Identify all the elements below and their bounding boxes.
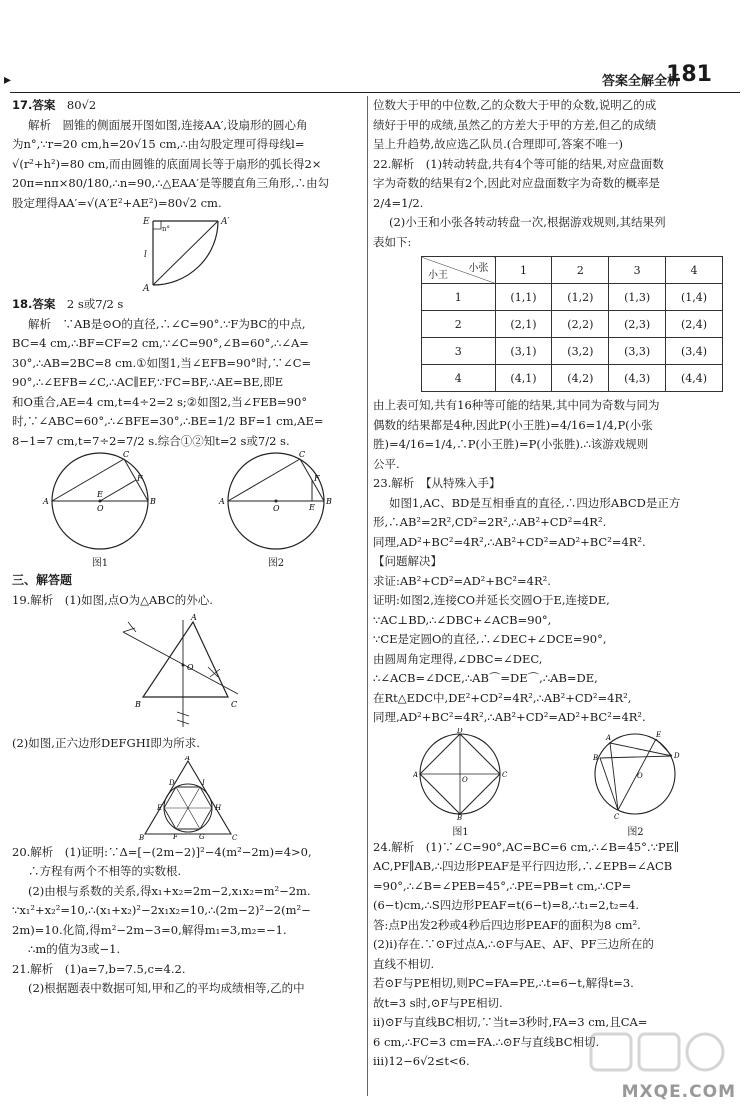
svg-text:A: A [219, 497, 225, 506]
table-head-top: 小张 [468, 263, 489, 274]
table-cell: (2,3) [609, 311, 666, 338]
right-column [373, 96, 723, 1072]
table-row [422, 365, 723, 392]
q23-text-4: 同理,AD²+BC²=4R²,∴AB²+CD²=AD²+BC²=4R². [373, 534, 646, 549]
svg-text:E: E [143, 217, 150, 227]
q21-cont-3: 呈上升趋势,故应选乙队员.(合理即可,答案不唯一) [373, 137, 623, 151]
q23-fig1-caption: 图1 [452, 826, 469, 838]
svg-text:F: F [173, 832, 178, 841]
q17-sector-figure [133, 215, 243, 293]
circle-figure-2 [211, 451, 341, 551]
table-head-left: 小王 [428, 270, 448, 281]
svg-text:G: G [199, 832, 205, 841]
q18-figure-2 [211, 451, 341, 569]
fig2-caption: 图2 [267, 558, 285, 569]
svg-text:O: O [637, 771, 643, 780]
svg-text:O: O [462, 775, 468, 784]
svg-text:C: C [614, 812, 620, 820]
svg-text:A: A [143, 284, 150, 293]
q23-text-1: 23.解析 【从特殊入手】 [373, 476, 501, 490]
table-cell: (3,2) [552, 338, 609, 365]
table-cell: (1,1) [495, 284, 552, 311]
chord-circle-figure [588, 728, 683, 820]
svg-text:F: F [137, 474, 143, 483]
left-column [12, 96, 364, 999]
svg-text:n°: n° [162, 225, 171, 233]
table-row [422, 311, 723, 338]
q18-text-2: BC=4 cm,∴BF=CF=2 cm,∵∠C=90°,∠B=60°,∴∠A= [12, 336, 309, 350]
result-table [421, 256, 723, 392]
svg-text:E: E [97, 490, 103, 499]
q20-text-2: ∴方程有两个不相等的实数根. [28, 864, 182, 878]
q20-text-6: ∴m的值为3或−1. [28, 942, 121, 956]
table-col-header: 4 [666, 257, 723, 284]
table-cell: (2,4) [666, 311, 723, 338]
q18-answer: 2 s或7/2 s [66, 297, 124, 311]
q23-figure-1 [413, 728, 508, 838]
q22-text-6: 由上表可知,共有16种等可能的结果,其中同为奇数与同为 [373, 398, 660, 412]
q21-cont-2: 绩好于甲的成绩,虽然乙的方差大于甲的方差,但乙的成绩 [373, 117, 657, 132]
svg-text:l: l [144, 250, 147, 260]
table-row-label: 2 [422, 311, 496, 338]
q24-text-3: =90°,∴∠B=∠PEB=45°,∴PE=PB=t cm,∴CP= [373, 878, 632, 893]
q23-text-2: 如图1,AC、BD是互相垂直的直径,∴四边形ABCD是正方 [389, 495, 681, 510]
q23-text-12: 在Rt△EDC中,DE²+CD²=4R²,∴AB²+CD²=4R², [373, 690, 632, 705]
page-number: 181 [666, 62, 712, 87]
table-cell: (4,1) [495, 365, 552, 392]
q21-cont-1: 位数大于甲的中位数,乙的众数大于甲的众数,说明乙的成 [373, 98, 657, 112]
svg-text:A: A [185, 755, 191, 762]
q17-text-1: 解析 圆锥的侧面展开图如图,连接AA′,设扇形的圆心角 [28, 117, 308, 132]
q24-text-6: (2)i)存在.∵⊙F过点A,∴⊙F与AE、AF、PF三边所在的 [373, 937, 654, 951]
q22-text-1: 22.解析 (1)转动转盘,共有4个等可能的结果,对应盘面数 [373, 156, 664, 171]
q20-text-1: 20.解析 (1)证明:∵Δ=[−(2m−2)]²−4(m²−2m)=4>0, [12, 844, 312, 859]
page-header [0, 0, 750, 88]
svg-text:D: D [674, 751, 680, 760]
table-cell: (3,1) [495, 338, 552, 365]
svg-text:E: E [309, 503, 315, 512]
svg-text:D: D [169, 778, 175, 787]
q24-text-5: 答:点P出发2秒或4秒后四边形PEAF的面积为8 cm². [373, 917, 641, 932]
header-title: 答案全解全析 [601, 74, 680, 89]
q20-text-4: ∵x₁²+x₂²=10,∴(x₁+x₂)²−2x₁x₂=10,∴(2m−2)²−2(m²− [12, 903, 311, 917]
svg-text:B: B [139, 833, 145, 841]
section-heading: 三、解答题 [12, 573, 73, 587]
q17-answer-line [12, 96, 364, 116]
table-col-header: 2 [552, 257, 609, 284]
table-col-header: 3 [609, 257, 666, 284]
svg-text:H: H [215, 803, 222, 812]
q18-text-3: 30°,∴AB=2BC=8 cm.①如图1,当∠EFB=90°时,∵∠C= [12, 355, 312, 370]
q24-text-8: 若⊙F与PE相切,则PC=FA=PE,∴t=6−t,解得t=3. [373, 976, 634, 990]
table-cell: (1,4) [666, 284, 723, 311]
q24-text-2: AC,PF∥AB,∴四边形PEAF是平行四边形,∴∠EPB=∠ACB [373, 859, 673, 873]
q23-figures [373, 728, 723, 838]
svg-text:C: C [502, 770, 508, 779]
table-cell: (3,3) [609, 338, 666, 365]
table-cell: (4,2) [552, 365, 609, 392]
square-in-circle-figure [413, 728, 508, 820]
q24-text-4: (6−t)cm,∴S四边形PEAF=t(6−t)=8,∴t₁=2,t₂=4. [373, 898, 640, 912]
q20-text-3: (2)由根与系数的关系,得x₁+x₂=2m−2,x₁x₂=m²−2m. [28, 883, 311, 898]
svg-text:B: B [457, 813, 463, 820]
q18-label: 18.答案 [12, 297, 56, 311]
svg-text:O: O [187, 663, 194, 672]
svg-text:B: B [326, 497, 332, 506]
q24-text-10: ii)⊙F与直线BC相切,∵当t=3秒时,FA=3 cm,且CA= [373, 1015, 648, 1029]
q23-text-5: 【问题解决】 [373, 554, 442, 568]
corner-mark: ▸ [4, 72, 12, 88]
q18-figure-1 [35, 451, 165, 569]
svg-text:B: B [135, 700, 141, 709]
q23-text-3: 形,∴AB²=2R²,CD²=2R²,∴AB²+CD²=4R². [373, 515, 607, 529]
svg-text:C: C [231, 700, 238, 709]
q23-text-8: ∵AC⊥BD,∴∠DBC+∠ACB=90°, [373, 612, 552, 627]
svg-text:B: B [593, 753, 599, 762]
svg-text:A: A [43, 497, 49, 506]
q22-text-8: 胜)=4/16=1/4,∴P(小王胜)=P(小张胜).∴该游戏规则 [373, 437, 649, 451]
circle-figure-1 [35, 451, 165, 551]
q21-text-1: 21.解析 (1)a=7,b=7.5,c=4.2. [12, 961, 186, 976]
watermark-url: MXQE.COM [621, 1082, 736, 1102]
svg-text:A: A [413, 770, 419, 779]
table-corner-cell [422, 257, 496, 284]
q23-text-13: 同理,AD²+BC²=4R²,∴AB²+CD²=AD²+BC²=4R². [373, 710, 646, 724]
column-divider [367, 96, 368, 1096]
q23-text-11: ∴∠ACB=∠DCE,∴AB⌒=DE⌒,∴AB=DE, [373, 671, 598, 685]
q22-text-5: 表如下: [373, 234, 412, 249]
q18-figures [12, 451, 364, 569]
q18-answer-line [12, 295, 364, 315]
table-cell: (2,2) [552, 311, 609, 338]
q20-text-5: 2m)=10.化简,得m²−2m−3=0,解得m₁=3,m₂=−1. [12, 922, 287, 937]
header-rule [10, 92, 740, 93]
q17-text-3: √(r²+h²)=80 cm,而由圆锥的底面周长等于扇形的弧长得2× [12, 156, 322, 171]
table-row [422, 338, 723, 365]
svg-text:E: E [157, 803, 163, 812]
q24-text-11: 6 cm,∴FC=3 cm=FA.∴⊙F与直线BC相切. [373, 1034, 600, 1049]
table-row [422, 284, 723, 311]
table-cell: (1,3) [609, 284, 666, 311]
q19-hexagon-figure [133, 756, 243, 841]
q18-text-7: 8−1=7 cm,t=7÷2=7/2 s.综合①②知t=2 s或7/2 s. [12, 433, 290, 448]
svg-text:F: F [314, 474, 320, 483]
q17-text-4: 20π=nπ×80/180,∴n=90,∴△EAA′是等腰直角三角形,∴由勾 [12, 176, 330, 190]
svg-text:C: C [299, 451, 306, 459]
svg-text:O: O [273, 504, 280, 513]
q23-text-7: 证明:如图2,连接CO并延长交圆O于E,连接DE, [373, 593, 610, 607]
svg-text:C: C [232, 833, 238, 841]
svg-text:A′: A′ [221, 217, 230, 227]
q18-text-6: 时,∵∠ABC=60°,∴∠BFE=30°,∴BE=1/2 BF=1 cm,AE= [12, 414, 324, 428]
table-cell: (4,4) [666, 365, 723, 392]
q24-text-1: 24.解析 (1)∵∠C=90°,AC=BC=6 cm,∴∠B=45°.∵PE∥ [373, 839, 680, 854]
svg-text:A: A [191, 613, 197, 622]
q18-text-5: 和O重合,AE=4 cm,t=4÷2=2 s;②如图2,当∠FEB=90° [12, 394, 308, 409]
q24-text-12: iii)12−6√2≤t<6. [373, 1054, 470, 1068]
svg-text:A: A [606, 733, 612, 742]
q23-figure-2 [588, 728, 683, 838]
q22-text-7: 偶数的结果都是4种,因此P(小王胜)=4/16=1/4,P(小张 [373, 417, 653, 432]
svg-text:E: E [656, 730, 662, 739]
q22-text-2: 字为奇数的结果有2个,因此对应盘面数字为奇数的概率是 [373, 176, 660, 190]
table-row-label: 4 [422, 365, 496, 392]
table-cell: (1,2) [552, 284, 609, 311]
q22-text-9: 公平. [373, 456, 400, 471]
q17-text-5: 股定理得AA′=√(A′E²+AE²)=80√2 cm. [12, 195, 222, 210]
q18-text-4: 90°,∴∠EFB=∠C,∴AC∥EF,∵FC=BF,∴AE=BE,即E [12, 375, 284, 389]
q17-answer: 80√2 [66, 98, 97, 112]
table-col-header: 1 [495, 257, 552, 284]
table-row-label: 1 [422, 284, 496, 311]
q18-text-1: 解析 ∵AB是⊙O的直径,∴∠C=90°.∵F为BC的中点, [28, 316, 306, 331]
q24-text-9: 故t=3 s时,⊙F与PE相切. [373, 995, 503, 1010]
svg-text:D: D [457, 727, 463, 735]
table-cell: (4,3) [609, 365, 666, 392]
q23-fig2-caption: 图2 [627, 826, 644, 838]
table-cell: (2,1) [495, 311, 552, 338]
q24-text-7: 直线不相切. [373, 956, 435, 971]
q22-text-4: (2)小王和小张各转动转盘一次,根据游戏规则,其结果列 [389, 215, 666, 229]
q17-label: 17.答案 [12, 98, 56, 112]
q23-text-6: 求证:AB²+CD²=AD²+BC²=4R². [373, 573, 551, 588]
table-row-label: 3 [422, 338, 496, 365]
svg-text:I: I [202, 778, 205, 787]
fig1-caption: 图1 [91, 558, 109, 569]
svg-text:C: C [123, 451, 130, 459]
q19-triangle-figure [113, 612, 263, 732]
q19-text-2: (2)如图,正六边形DEFGHI即为所求. [12, 736, 200, 750]
q17-text-2: 为n°,∵r=20 cm,h=20√15 cm,∴由勾股定理可得母线l= [12, 137, 305, 151]
q21-text-2: (2)根据题表中数据可知,甲和乙的平均成绩相等,乙的中 [28, 981, 305, 995]
svg-text:O: O [97, 504, 104, 513]
table-cell: (3,4) [666, 338, 723, 365]
q22-text-3: 2/4=1/2. [373, 195, 424, 210]
q19-text-1: 19.解析 (1)如图,点O为△ABC的外心. [12, 592, 213, 607]
q23-text-9: ∵CE是定圆O的直径,∴∠DEC+∠DCE=90°, [373, 632, 607, 646]
q23-text-10: 由圆周角定理得,∠DBC=∠DEC, [373, 651, 543, 666]
svg-text:B: B [150, 497, 156, 506]
table-header-row [422, 257, 723, 284]
